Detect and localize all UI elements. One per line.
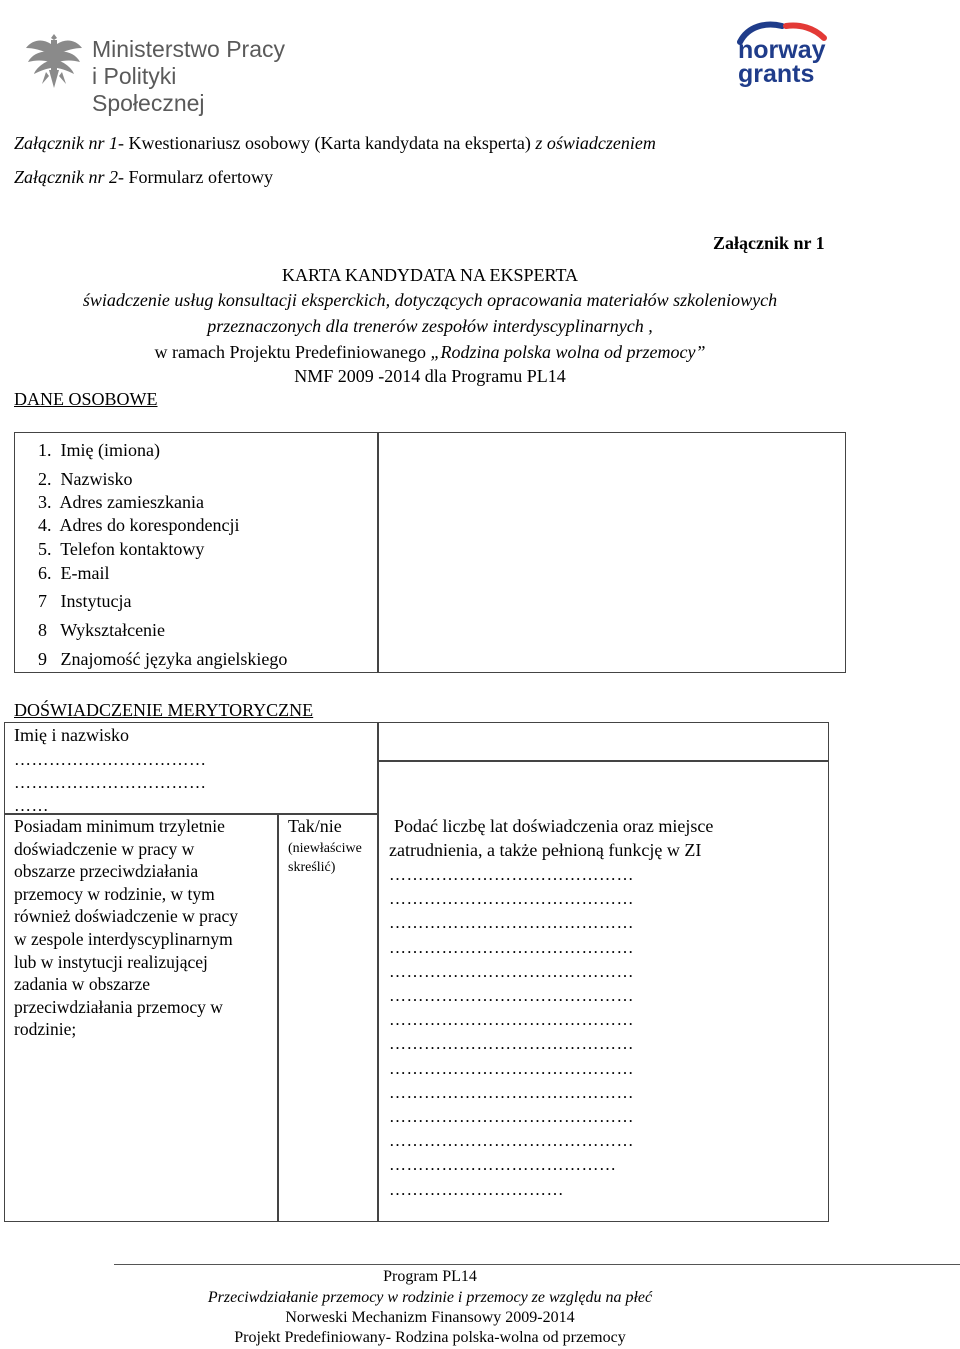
requirement-line: lub w instytucji realizującej: [14, 951, 208, 972]
field-english: 9 Znajomość języka angielskiego: [38, 649, 288, 669]
instruction-line-2: zatrudnienia, a także pełnioną funkcję w ZI: [389, 840, 702, 860]
field-last-name: 2. Nazwisko: [38, 469, 133, 489]
grants-word: grants: [738, 60, 815, 88]
annex-label: Załącznik nr 1: [713, 233, 825, 253]
attachment-1-label: Załącznik nr 1: [14, 133, 119, 153]
answer-dots-line: ……………………………………: [389, 961, 634, 981]
answer-dots-line: …………………………: [389, 1179, 564, 1199]
ministry-name: [92, 36, 294, 117]
name-dots-1: ……………………………: [14, 750, 207, 769]
eagle-emblem-icon: [24, 30, 84, 92]
yes-no-note-1: (niewłaściwe: [288, 841, 362, 856]
ministry-name-line2: i Polityki Społecznej: [92, 63, 205, 116]
footer-line-1: Program PL14: [383, 1268, 477, 1285]
answer-dots-line: ……………………………………: [389, 1131, 634, 1151]
requirement-line: przemocy w rodzinie, w tym: [14, 883, 215, 904]
footer-line-2: Przeciwdziałanie przemocy w rodzinie i przemocy ze względu na płeć: [207, 1289, 653, 1306]
heading-line-2: przeznaczonych dla trenerów zespołów interdyscyplinarnych ,: [207, 316, 653, 336]
norway-grants-wordmark: [738, 38, 826, 86]
requirement-line: obszarze przeciwdziałania: [14, 861, 199, 882]
instruction-line-1: Podać liczbę lat doświadczenia oraz miejsce: [394, 816, 714, 836]
field-phone: 5. Telefon kontaktowy: [38, 539, 205, 559]
field-education: 8 Wykształcenie: [38, 620, 166, 640]
answer-dots-line: ……………………………………: [389, 986, 634, 1005]
attachment-line-2: [14, 167, 273, 188]
answer-dots-line: ……………………………………: [389, 889, 634, 909]
requirement-line: zadania w obszarze: [14, 974, 151, 995]
field-first-name: 1. Imię (imiona): [38, 440, 160, 460]
name-dots-2: ……………………………: [14, 773, 207, 792]
heading-line-3: [0, 342, 860, 363]
attachment-1-text: - Kwestionariusz osobowy (Karta kandydata na eksperta): [118, 133, 531, 153]
yes-no-label: Tak/nie: [288, 816, 342, 836]
requirement-line: również doświadczenie w pracy: [14, 906, 238, 927]
answer-dots-line: ……………………………………: [389, 937, 634, 957]
heading-line-3-plain: w ramach Projektu Predefiniowanego: [154, 342, 426, 362]
field-email: 6. E-mail: [38, 563, 110, 583]
experience-divider-main: [377, 722, 379, 1222]
attachment-2-label: Załącznik nr 2: [14, 167, 119, 187]
requirement-line: Posiadam minimum trzyletnie: [14, 816, 225, 836]
requirement-line: rodzinie;: [14, 1019, 77, 1040]
experience-title: DOŚWIADCZENIE MERYTORYCZNE: [14, 700, 314, 720]
footer-rule: [114, 1264, 960, 1265]
answer-dots-line: ……………………………………: [389, 1107, 634, 1126]
answer-dots-line: ……………………………………: [389, 865, 634, 884]
answer-dots-line: ……………………………………: [389, 1058, 634, 1078]
ministry-logo: [24, 30, 294, 116]
form-title: KARTA KANDYDATA NA EKSPERTA: [281, 265, 579, 285]
answer-dots-line: …………………………………: [389, 1155, 617, 1175]
requirement-line: doświadczenie w pracy w: [14, 838, 195, 859]
attachment-2-text: - Formularz ofertowy: [118, 167, 273, 187]
personal-data-title: DANE OSOBOWE: [14, 389, 158, 409]
footer-line-3: Norweski Mechanizm Finansowy 2009-2014: [285, 1309, 575, 1326]
heading-line-3-italic: „Rodzina polska wolna od przemocy”: [430, 342, 706, 362]
requirement-line: w zespole interdyscyplinarnym: [14, 928, 233, 949]
attachment-line-1: [14, 133, 656, 154]
norway-word: norway: [738, 36, 826, 64]
answer-dots-line: ……………………………………: [389, 1082, 634, 1102]
answer-dots-line: ……………………………………: [389, 1034, 634, 1054]
personal-data-divider: [377, 432, 379, 673]
heading-line-1: świadczenie usług konsultacji eksperckich, dotyczących opracowania materiałów szkoleniowych: [82, 290, 778, 310]
field-home-address: 3. Adres zamieszkania: [38, 492, 204, 512]
attachment-1-suffix: z oświadczeniem: [535, 133, 656, 153]
experience-requirement: [14, 815, 238, 1041]
norway-grants-logo: [730, 20, 840, 90]
experience-divider-header: [377, 760, 829, 762]
answer-dots-line: ……………………………………: [389, 1010, 634, 1030]
field-institution: 7 Instytucja: [38, 591, 132, 611]
name-dots-3: ……: [14, 796, 49, 815]
heading-line-4: NMF 2009 -2014 dla Programu PL14: [294, 366, 566, 386]
requirement-line: przeciwdziałania przemocy w: [14, 996, 223, 1017]
answer-dots-line: ……………………………………: [389, 913, 634, 933]
ministry-name-line1: Ministerstwo Pracy: [92, 36, 285, 62]
yes-no-note-2: skreślić): [288, 860, 336, 875]
field-mailing-address: 4. Adres do korespondencji: [38, 515, 240, 535]
name-label: Imię i nazwisko: [14, 725, 129, 745]
experience-divider-yesno: [277, 813, 279, 1222]
footer-line-4: Projekt Predefiniowany- Rodzina polska-wolna od przemocy: [234, 1329, 626, 1346]
